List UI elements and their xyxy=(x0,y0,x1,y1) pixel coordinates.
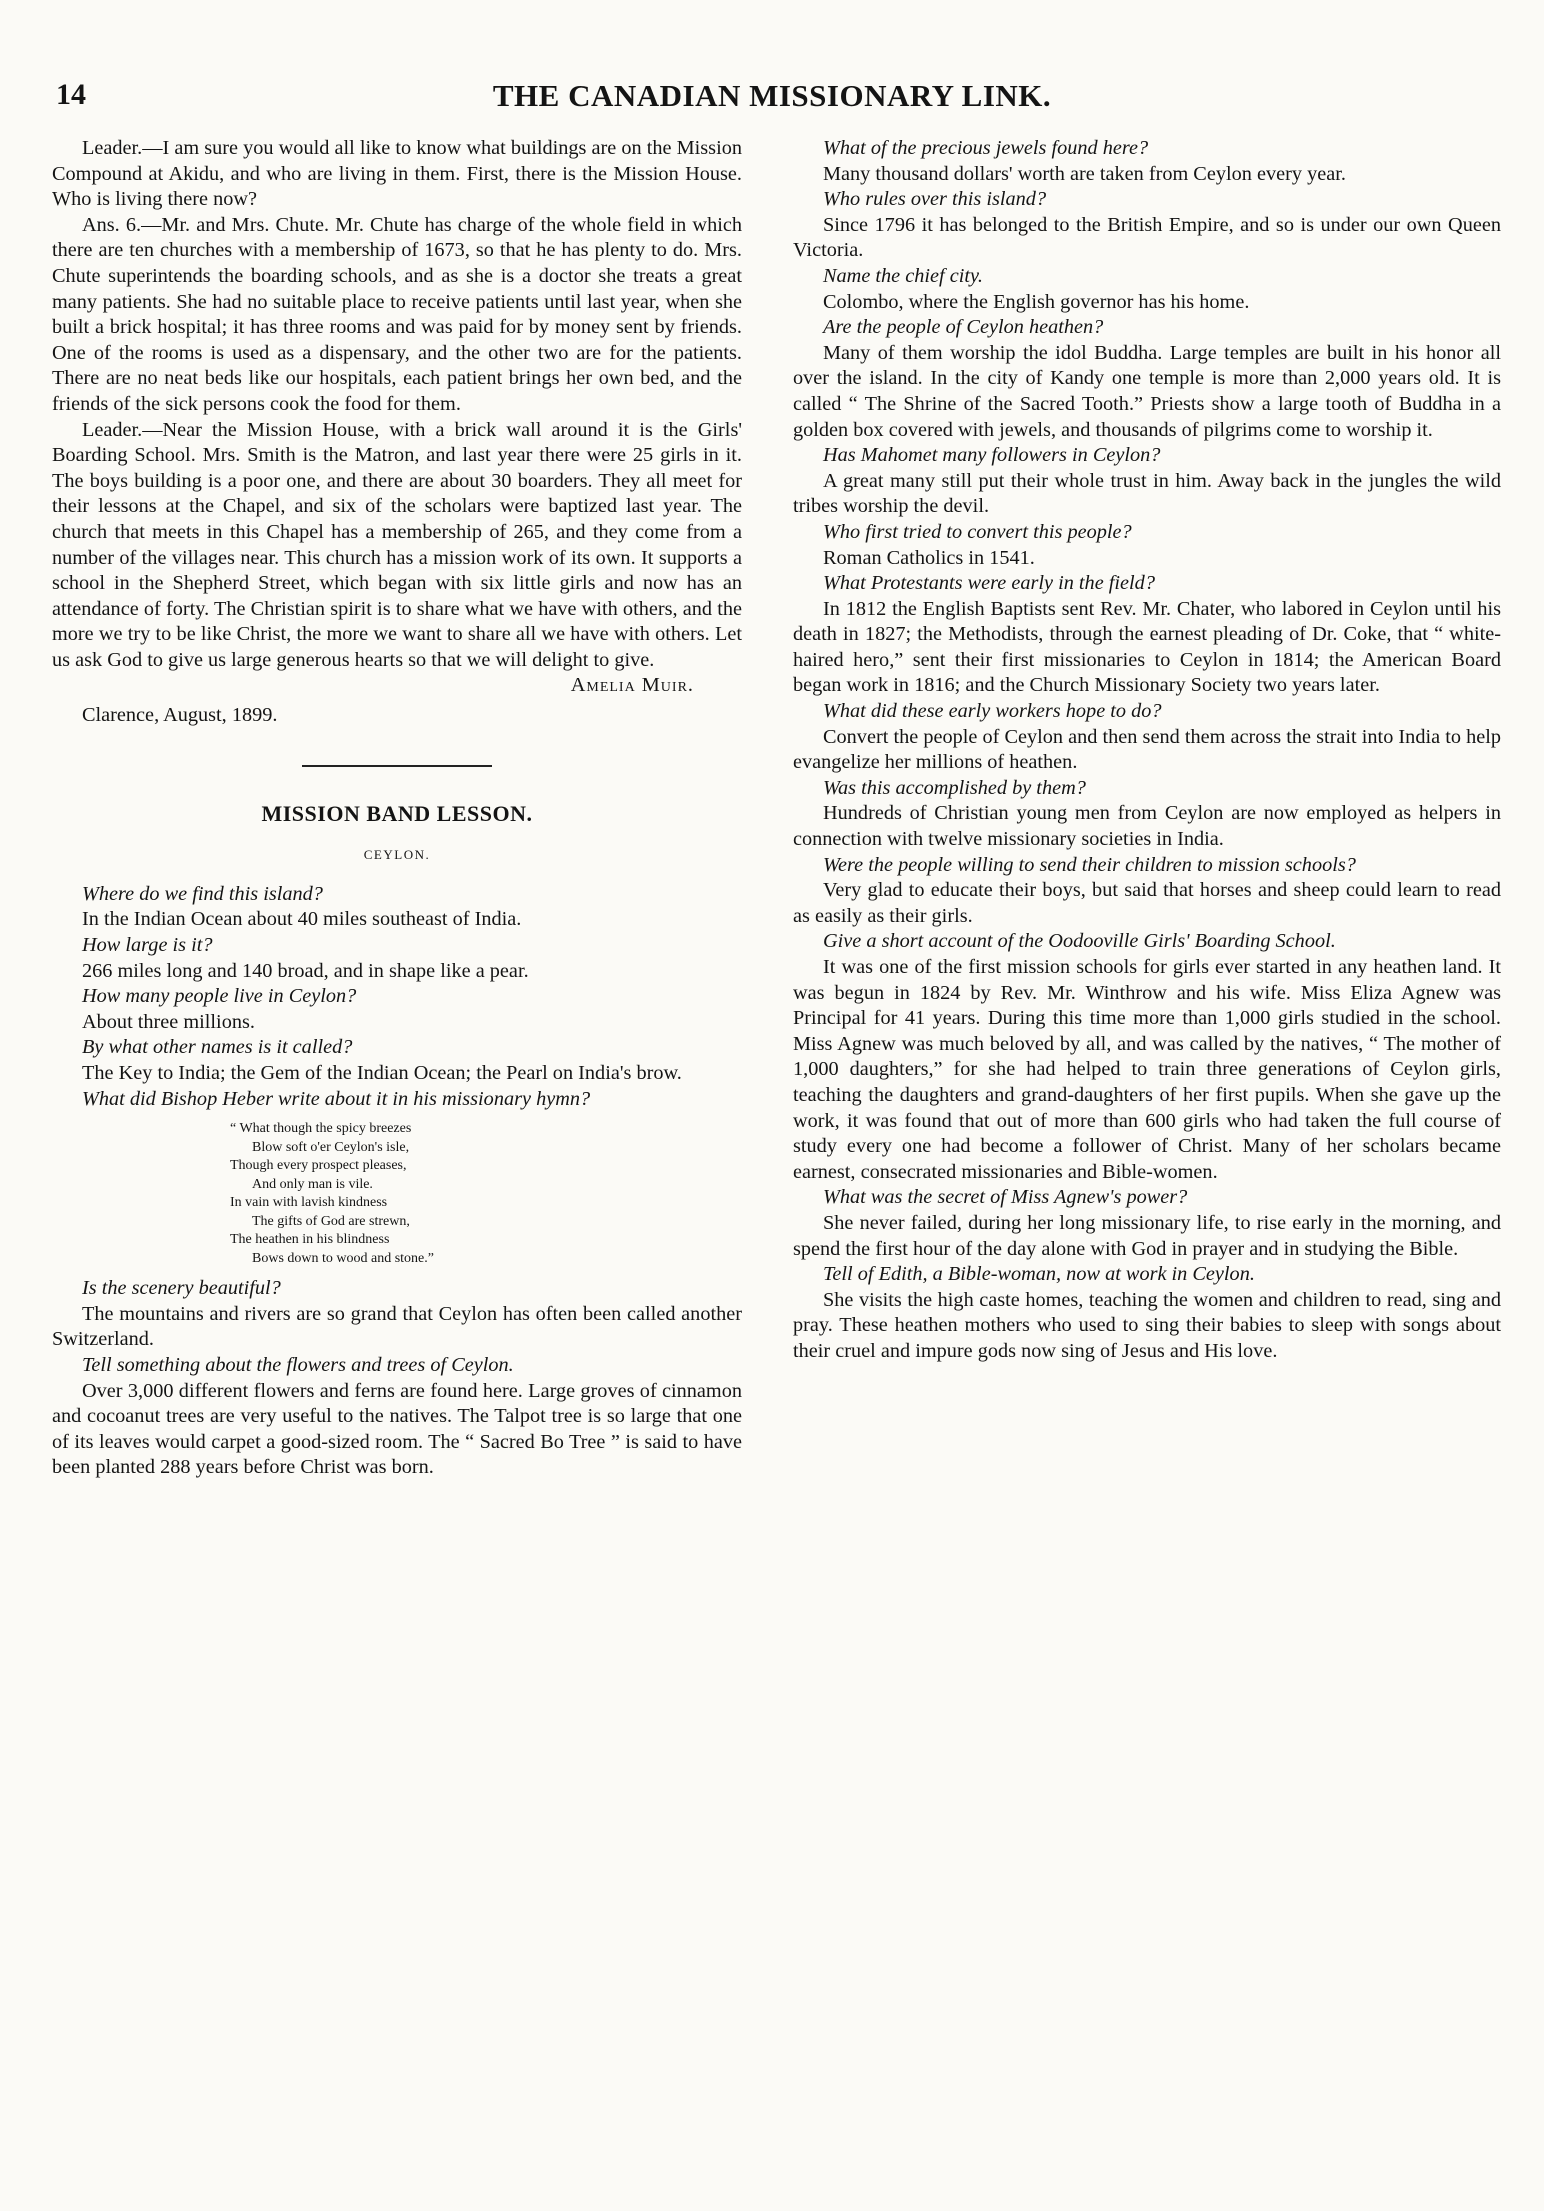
lesson-question: How many people live in Ceylon? xyxy=(82,985,357,1008)
poem-line: In vain with lavish kindness xyxy=(230,1195,388,1211)
lesson-answer: 266 miles long and 140 broad, and in shape like a pear. xyxy=(82,959,529,982)
poem-line: The heathen in his blindness xyxy=(230,1232,390,1248)
lesson-question: Where do we find this island? xyxy=(82,882,323,905)
lesson-answer: Hundreds of Christian young men from Ceylon are now employed as helpers in connection with twelve missionary societies in India. xyxy=(793,802,1501,851)
lesson-question: What Protestants were early in the field? xyxy=(823,572,1155,595)
poem-line: Though every prospect pleases, xyxy=(230,1158,407,1174)
lesson-answer: A great many still put their whole trust in him. Away back in the jungles the wild tribes worship the devil. xyxy=(793,469,1501,518)
lesson-question: Is the scenery beautiful? xyxy=(82,1277,281,1300)
lesson-answer: Many thousand dollars' worth are taken from Ceylon every year. xyxy=(823,162,1346,185)
lesson-answer: She visits the high caste homes, teaching the women and children to read, sing and pray. These heathen mothers who used to sing their babies to sleep with songs about their cruel and impure gods now sing of Jesus and His love. xyxy=(793,1288,1501,1362)
page-number: 14 xyxy=(56,78,86,111)
lesson-question: Has Mahomet many followers in Ceylon? xyxy=(823,444,1161,467)
lesson-question: Are the people of Ceylon heathen? xyxy=(823,316,1104,339)
lesson-question: Tell of Edith, a Bible-woman, now at work in Ceylon. xyxy=(823,1263,1255,1286)
lesson-question: Who rules over this island? xyxy=(823,188,1047,211)
section-subtitle: CEYLON. xyxy=(363,847,431,863)
lesson-answer: Very glad to educate their boys, but said that horses and sheep could learn to read as easily as their girls. xyxy=(793,879,1501,927)
lesson-question: How large is it? xyxy=(82,934,213,957)
lesson-question: Name the chief city. xyxy=(823,264,983,287)
lesson-answer: The Key to India; the Gem of the Indian Ocean; the Pearl on India's brow. xyxy=(82,1062,682,1084)
lesson-question: What did Bishop Heber write about it in his missionary hymn? xyxy=(82,1087,591,1110)
lesson-answer: Since 1796 it has belonged to the British Empire, and so is under our own Queen Victoria. xyxy=(793,213,1501,262)
lesson-answer: In 1812 the English Baptists sent Rev. Mr. Chater, who labored in Ceylon until his death in 1827; the Methodists, through the earnest pleading of Dr. Coke, that “ white-haired hero,” sent their first missionaries to Ceylon in 1814; the American Board began work in 1816; and the Church Missionary Society two years later. xyxy=(793,597,1501,697)
lesson-question: Who first tried to convert this people? xyxy=(823,520,1132,543)
hymn-quotation xyxy=(230,1120,742,1268)
running-title: THE CANADIAN MISSIONARY LINK. xyxy=(492,78,1052,113)
left-column xyxy=(52,136,742,1481)
poem-line: Bows down to wood and stone.” xyxy=(252,1250,434,1266)
lesson-question: By what other names is it called? xyxy=(82,1036,353,1059)
author-signature: Amelia Muir. xyxy=(570,674,694,697)
lesson-question: Were the people willing to send their children to mission schools? xyxy=(823,853,1356,876)
poem-line: Blow soft o'er Ceylon's isle, xyxy=(252,1139,410,1155)
section-title: MISSION BAND LESSON. xyxy=(261,800,533,826)
lesson-question: What did these early workers hope to do? xyxy=(823,700,1162,723)
lesson-answer: It was one of the first mission schools for girls ever started in any heathen land. It was begun in 1824 by Rev. Mr. Winthrow and his wife. Miss Eliza Agnew was Principal for 41 years. During this time more than 1,000 girls studied in the school. Miss Agnew was much beloved by all, and was called by the natives, “ The mother of 1,000 daughters,” for she had helped to train three generations of Ceylon girls, teaching the daughters and grand-daughters of her first pupils. When she gave up the work, it was found that out of more than 600 girls who had taken the full course of study every one had become a follower of Christ. Many of her scholars became earnest, consecrated missionaries and Bible-women. xyxy=(793,956,1501,1183)
lesson-answer: She never failed, during her long missionary life, to rise early in the morning, and spend the first hour of the day alone with God in prayer and in studying the Bible. xyxy=(793,1211,1501,1260)
poem-line: The gifts of God are strewn, xyxy=(252,1213,410,1229)
lesson-question: Was this accomplished by them? xyxy=(823,776,1086,799)
leader-paragraph-2: Leader.—Near the Mission House, with a brick wall around it is the Girls' Boarding School. Mrs. Smith is the Matron, and last year there were 25 girls in it. The boys building is a poor one, and there are about 30 boarders. They all meet for their lessons at the Chapel, and six of the scholars were baptized last year. The church that meets in this Chapel has a membership of 265, and they come from a number of the villages near. This church has a mission work of its own. It supports a school in the Shepherd Street, which began with six little girls and now has an attendance of forty. The Christian spirit is to share what we have with others, and the more we try to be like Christ, the more we want to share all we have with others. Let us ask God to give us large generous hearts so that we will delight to give. xyxy=(52,418,742,671)
lesson-answer: Many of them worship the idol Buddha. Large temples are built in his honor all over the island. In the city of Kandy one temple is more than 2,000 years old. It is called “ The Shrine of the Sacred Tooth.” Priests show a large tooth of Buddha in a golden box covered with jewels, and thousands of pilgrims come to worship it. xyxy=(793,341,1501,441)
lesson-answer: Roman Catholics in 1541. xyxy=(823,546,1035,569)
section-divider xyxy=(302,765,492,767)
right-column xyxy=(793,136,1501,1365)
dateline: Clarence, August, 1899. xyxy=(82,704,278,727)
lesson-question: Give a short account of the Oodooville Girls' Boarding School. xyxy=(823,930,1336,953)
poem-line: And only man is vile. xyxy=(252,1176,373,1192)
lesson-answer: About three millions. xyxy=(82,1010,255,1033)
lesson-answer: Convert the people of Ceylon and then send them across the strait into India to help evangelize her millions of heathen. xyxy=(793,725,1501,774)
answer-paragraph-6: Ans. 6.—Mr. and Mrs. Chute. Mr. Chute has charge of the whole field in which there are ten churches with a membership of 1673, so that he has plenty to do. Mrs. Chute superintends the boarding schools, and as she is a doctor she treats a great many patients. She had no suitable place to receive patients until last year, when she built a brick hospital; it has three rooms and was paid for by money sent by friends. One of the rooms is used as a dispensary, and the other two are for the patients. There are no neat beds like our hospitals, each patient brings her own bed, and the friends of the sick persons cook the food for them. xyxy=(52,213,742,415)
poem-line: “ What though the spicy breezes xyxy=(230,1121,412,1137)
lesson-question: What was the secret of Miss Agnew's power? xyxy=(823,1186,1188,1209)
lesson-answer: Over 3,000 different flowers and ferns are found here. Large groves of cinnamon and cocoanut trees are very useful to the natives. The Talpot tree is so large that one of its leaves would carpet a good-sized room. The “ Sacred Bo Tree ” is said to have been planted 288 years before Christ was born. xyxy=(52,1379,742,1479)
lesson-question: What of the precious jewels found here? xyxy=(823,137,1149,159)
page-header xyxy=(56,78,1488,122)
lesson-answer: In the Indian Ocean about 40 miles southeast of India. xyxy=(82,908,522,931)
lesson-question: Tell something about the flowers and trees of Ceylon. xyxy=(82,1353,514,1376)
leader-paragraph-1: Leader.—I am sure you would all like to know what buildings are on the Mission Compound at Akidu, and who are living in them. First, there is the Mission House. Who is living there now? xyxy=(52,137,742,211)
lesson-answer: The mountains and rivers are so grand that Ceylon has often been called another Switzerland. xyxy=(52,1302,742,1351)
lesson-answer: Colombo, where the English governor has his home. xyxy=(823,290,1250,313)
